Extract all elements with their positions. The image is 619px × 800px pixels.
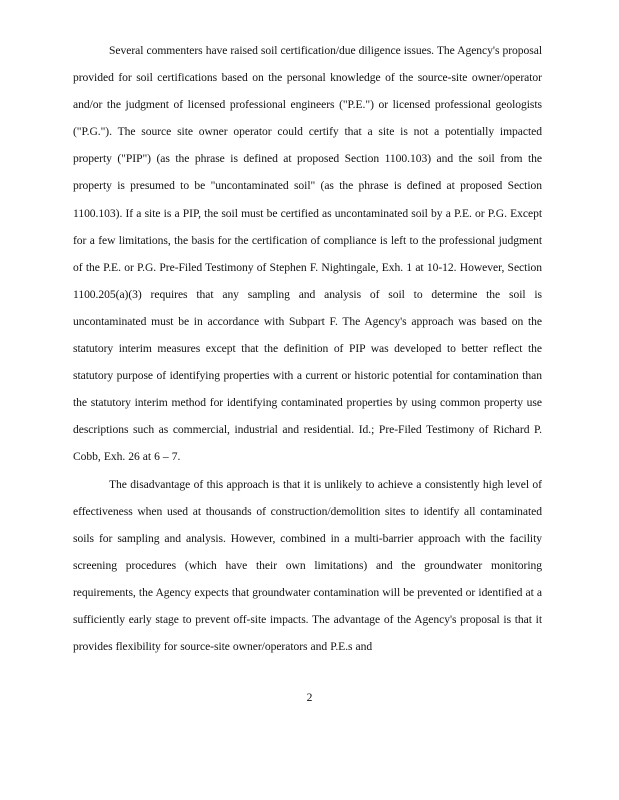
paragraph-disadvantage: The disadvantage of this approach is that it is unlikely to achieve a consistently high level of effectiveness when used at thousands of construction/demolition sites to identify all contaminated soils for sampling and analysis. However, combined in a multi-barrier approach with the facility screening procedures (which have their own limitations) and the groundwater monitoring requirements, the Agency expects that groundwater contamination will be prevented or identified at a sufficiently early stage to prevent off-site impacts. The advantage of the Agency's proposal is that it provides flexibility for source-site owner/operators and P.E.s and bbox=[73, 477, 542, 654]
document-body bbox=[73, 37, 542, 660]
paragraph-soil-certification: Several commenters have raised soil certification/due diligence issues. The Agency's proposal provided for soil certifications based on the personal knowledge of the source-site owner/operator and/or the judgment of licensed professional engineers ("P.E.") or licensed professional geologists ("P.G."). The source site owner operator could certify that a site is not a potentially impacted property ("PIP") (as the phrase is defined at proposed Section 1100.103) and the soil from the property is presumed to be "uncontaminated soil" (as the phrase is defined at proposed Section 1100.103). If a site is a PIP, the soil must be certified as uncontaminated soil by a P.E. or P.G. Except for a few limitations, the basis for the certification of compliance is left to the professional judgment of the P.E. or P.G. Pre-Filed Testimony of Stephen F. Nightingale, Exh. 1 at 10-12. However, Section 1100.205(a)(3) requires that any sampling and analysis of soil to determine the soil is uncontaminated must be in accordance with Subpart F. The Agency's approach was based on the statutory interim measures except that the definition of PIP was developed to better reflect the statutory purpose of identifying properties with a current or historic potential for contamination than the statutory interim method for identifying contaminated properties by using common property use descriptions such as commercial, industrial and residential. Id.; Pre-Filed Testimony of Richard P. Cobb, Exh. 26 at 6 – 7. bbox=[73, 44, 542, 464]
page-number: 2 bbox=[306, 691, 313, 704]
